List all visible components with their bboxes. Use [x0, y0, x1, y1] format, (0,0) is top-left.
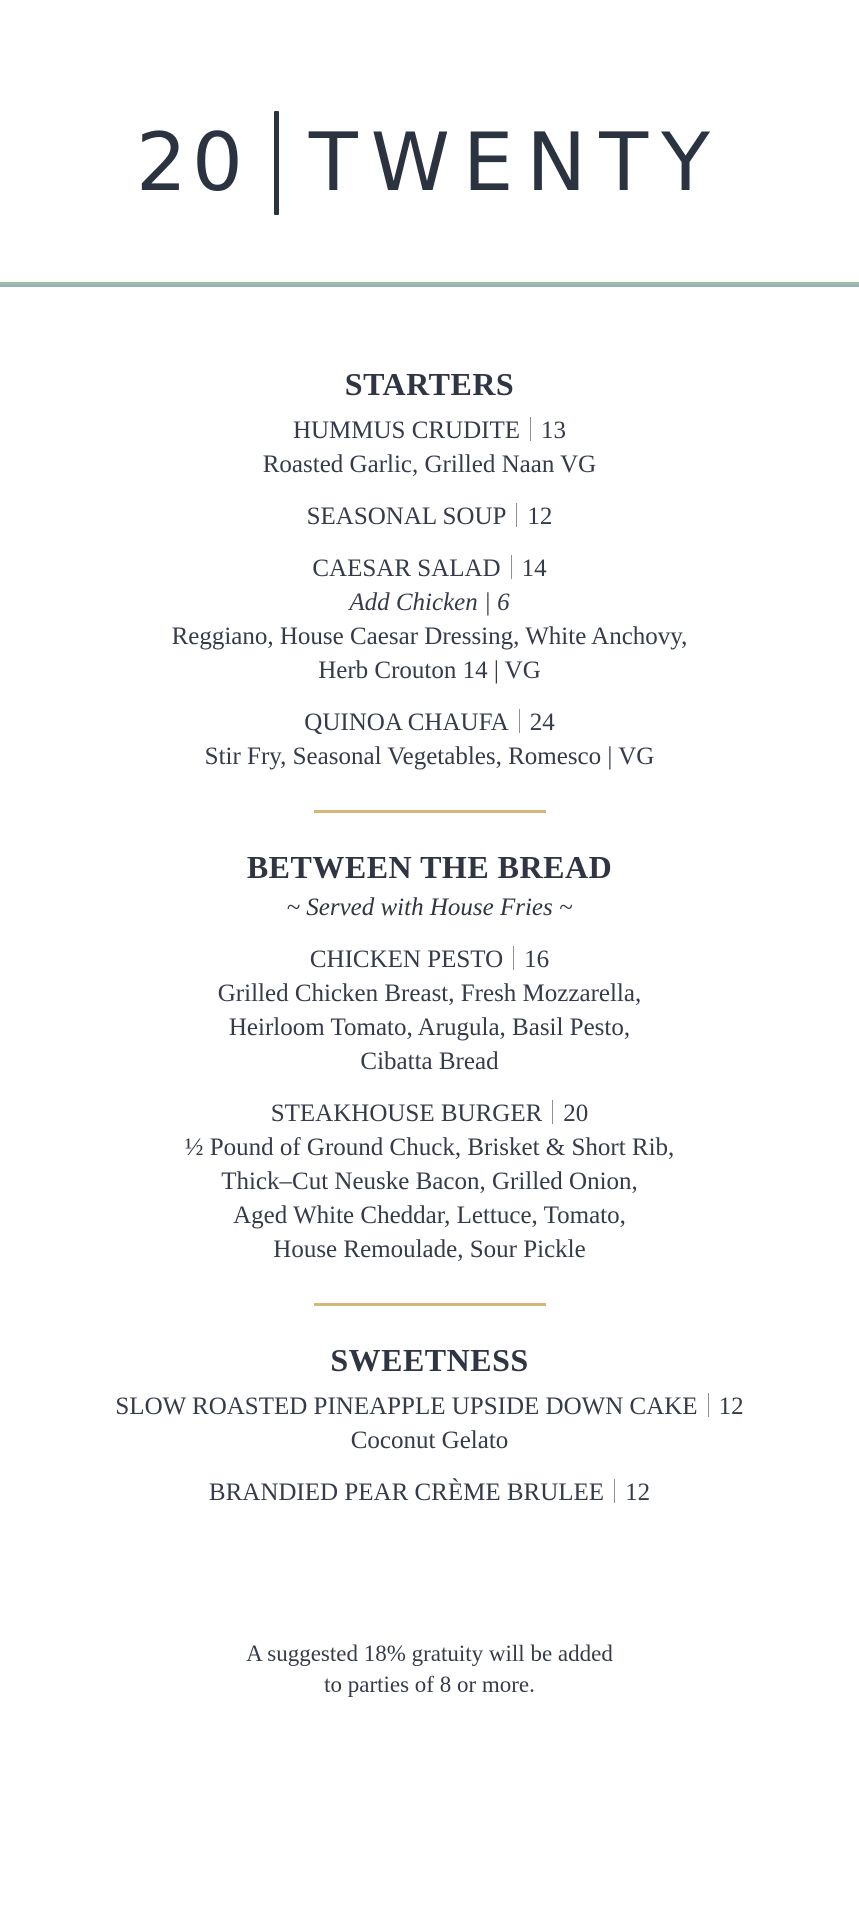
section-title: BETWEEN THE BREAD — [246, 849, 613, 885]
menu-item — [0, 500, 859, 534]
item-price: 13 — [541, 417, 567, 444]
menu-item — [0, 706, 859, 774]
item-description: Aged White Cheddar, Lettuce, Tomato, — [233, 1202, 626, 1229]
item-head — [0, 414, 859, 448]
section-title: STARTERS — [344, 366, 515, 402]
item-description: Cibatta Bread — [360, 1048, 499, 1075]
price-separator — [511, 555, 512, 579]
price-separator — [708, 1393, 709, 1417]
logo-word: TWENTY — [308, 116, 723, 209]
item-description: Roasted Garlic, Grilled Naan VG — [262, 451, 597, 478]
item-price: 12 — [718, 1393, 744, 1420]
menu-item — [0, 414, 859, 482]
gratuity-note — [0, 1638, 859, 1700]
price-separator — [516, 503, 517, 527]
price-separator — [513, 946, 514, 970]
item-description: Heirloom Tomato, Arugula, Basil Pesto, — [228, 1014, 631, 1041]
item-head — [0, 943, 859, 977]
price-separator — [552, 1100, 553, 1124]
logo — [0, 108, 859, 218]
item-head — [0, 1390, 859, 1424]
item-price: 24 — [529, 709, 555, 736]
item-name: STEAKHOUSE BURGER — [270, 1100, 543, 1127]
price-separator — [530, 417, 531, 441]
section-between-the-bread — [0, 845, 859, 1267]
item-name: SEASONAL SOUP — [306, 503, 507, 530]
logo-divider — [274, 111, 279, 215]
gold-divider — [314, 1303, 546, 1306]
item-description: Stir Fry, Seasonal Vegetables, Romesco | VG — [204, 743, 655, 770]
item-price: 16 — [524, 946, 550, 973]
menu-item — [0, 943, 859, 1079]
header-rule — [0, 282, 859, 287]
item-description: Thick–Cut Neuske Bacon, Grilled Onion, — [221, 1168, 638, 1195]
item-name: HUMMUS CRUDITE — [292, 417, 521, 444]
menu-body — [0, 362, 859, 1510]
menu-item — [0, 1390, 859, 1458]
item-description: Reggiano, House Caesar Dressing, White Anchovy, — [171, 623, 688, 650]
item-name: SLOW ROASTED PINEAPPLE UPSIDE DOWN CAKE — [115, 1393, 698, 1420]
item-description: ½ Pound of Ground Chuck, Brisket & Short Rib, — [184, 1134, 675, 1161]
item-head — [0, 552, 859, 586]
item-name: CHICKEN PESTO — [309, 946, 504, 973]
section-sweetness — [0, 1338, 859, 1510]
item-name: CAESAR SALAD — [312, 555, 501, 582]
menu-item — [0, 1476, 859, 1510]
item-addon: Add Chicken | 6 — [349, 589, 510, 616]
item-price: 14 — [521, 555, 547, 582]
item-head — [0, 706, 859, 740]
header-rule-blue — [0, 285, 859, 287]
item-price: 20 — [563, 1100, 589, 1127]
item-name: QUINOA CHAUFA — [304, 709, 509, 736]
gratuity-line-2: to parties of 8 or more. — [324, 1672, 535, 1697]
menu-item — [0, 1097, 859, 1267]
item-price: 12 — [527, 503, 553, 530]
item-price: 12 — [625, 1479, 651, 1506]
item-description: House Remoulade, Sour Pickle — [273, 1236, 586, 1263]
item-head — [0, 500, 859, 534]
item-description: Grilled Chicken Breast, Fresh Mozzarella, — [217, 980, 642, 1007]
item-description: Coconut Gelato — [350, 1427, 509, 1454]
price-separator — [614, 1479, 615, 1503]
logo-number: 20 — [136, 116, 248, 209]
item-name: BRANDIED PEAR CRÈME BRULEE — [208, 1479, 605, 1506]
menu-item — [0, 552, 859, 688]
item-head — [0, 1476, 859, 1510]
gratuity-line-1: A suggested 18% gratuity will be added — [246, 1641, 613, 1666]
section-starters — [0, 362, 859, 774]
price-separator — [519, 709, 520, 733]
item-head — [0, 1097, 859, 1131]
section-title: SWEETNESS — [330, 1342, 529, 1378]
section-subtitle: ~ Served with House Fries ~ — [286, 894, 573, 921]
gold-divider — [314, 810, 546, 813]
item-description: Herb Crouton 14 | VG — [318, 657, 541, 684]
